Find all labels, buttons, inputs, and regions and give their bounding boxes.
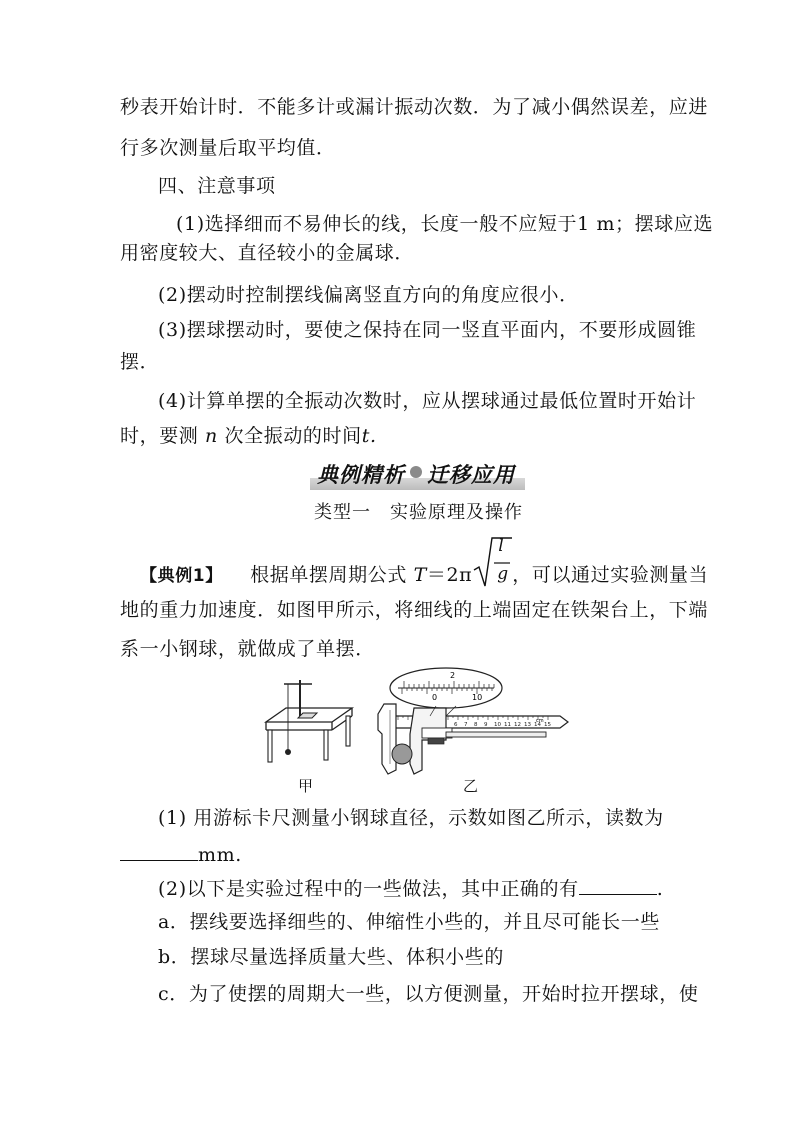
option-c: c．为了使摆的周期大一些，以方便测量，开始时拉开摆球，使	[158, 983, 699, 1005]
answer-blank-1[interactable]	[120, 842, 198, 861]
pendulum-stand-figure	[262, 672, 358, 772]
variable-n: n	[205, 425, 218, 447]
main-scale-label: 12	[514, 722, 521, 728]
main-scale-label: 8	[474, 722, 478, 728]
option-a: a．摆线要选择细些的、伸缩性小些的，并且尽可能长一些	[158, 911, 660, 933]
note-4-line1: (4)计算单摆的全振动次数时，应从摆球通过最低位置时开始计	[158, 390, 697, 412]
variable-t: t.	[361, 425, 377, 447]
figure-caption-left: 甲	[298, 777, 314, 795]
main-scale-label: 13	[524, 722, 531, 728]
banner-text-a: 典例精析	[317, 463, 405, 487]
zoom-label-left: 0	[432, 693, 438, 702]
main-scale-label: 15	[544, 722, 551, 728]
text-run: ，可以通过实验测量当	[512, 564, 709, 586]
figure-caption-right: 乙	[463, 777, 479, 795]
note-3-line2: 摆．	[120, 351, 160, 373]
zoom-label-top: 2	[450, 671, 456, 680]
question-1-line2	[120, 842, 242, 867]
unit-text: mm.	[198, 844, 242, 866]
text-run: 根据单摆周期公式	[250, 564, 407, 586]
formula-T: T	[413, 564, 427, 586]
vernier-caliper-figure	[376, 664, 572, 776]
note-2: (2)摆动时控制摆线偏离竖直方向的角度应很小．	[158, 284, 579, 306]
text-run: (2)以下是实验过程中的一些做法，其中正确的有	[158, 878, 579, 900]
main-scale-label: 10	[494, 722, 501, 728]
formula-denominator: g	[497, 564, 509, 584]
answer-blank-2[interactable]	[579, 876, 657, 895]
main-scale-label: 9	[484, 722, 488, 728]
zoom-label-right: 10	[472, 693, 483, 702]
note-1-line2: 用密度较大、直径较小的金属球．	[120, 242, 415, 264]
sqrt-formula	[472, 536, 534, 604]
example-label: 【典例1】	[140, 566, 223, 586]
main-scale-label: 11	[504, 722, 511, 728]
banner-text-b: 迁移应用	[427, 463, 515, 487]
note-4-line2	[120, 424, 377, 448]
note-3-line1: (3)摆球摆动时，要使之保持在同一竖直平面内，不要形成圆锥	[158, 319, 697, 341]
section-heading-4: 四、注意事项	[158, 175, 276, 197]
text-run: 时，要测	[120, 425, 199, 447]
text-run: .	[656, 878, 664, 900]
option-b: b．摆球尽量选择质量大些、体积小些的	[158, 946, 504, 968]
example-line1	[140, 536, 709, 604]
unit-label: cm	[536, 718, 544, 724]
paragraph-line: 秒表开始计时．不能多计或漏计振动次数．为了减小偶然误差，应进	[120, 96, 709, 118]
type-title: 类型一 实验原理及操作	[314, 502, 523, 523]
main-scale-label: 7	[464, 722, 468, 728]
formula-eq: ＝2π	[426, 564, 473, 586]
section-banner	[317, 459, 515, 489]
main-scale-label: 14	[534, 722, 541, 728]
paragraph-line: 行多次测量后取平均值．	[120, 137, 336, 159]
formula-numerator: l	[498, 536, 505, 556]
text-run: 次全振动的时间	[224, 425, 362, 447]
question-1-line1: (1) 用游标卡尺测量小钢球直径，示数如图乙所示，读数为	[158, 807, 664, 829]
example-line2: 地的重力加速度．如图甲所示，将细线的上端固定在铁架台上，下端	[120, 599, 709, 621]
main-scale-label: 6	[454, 722, 458, 728]
question-2	[158, 876, 663, 901]
note-1-line1: (1)选择细而不易伸长的线，长度一般不应短于1 m；摆球应选	[176, 213, 714, 235]
example-line3: 系一小钢球，就做成了单摆．	[120, 638, 375, 660]
